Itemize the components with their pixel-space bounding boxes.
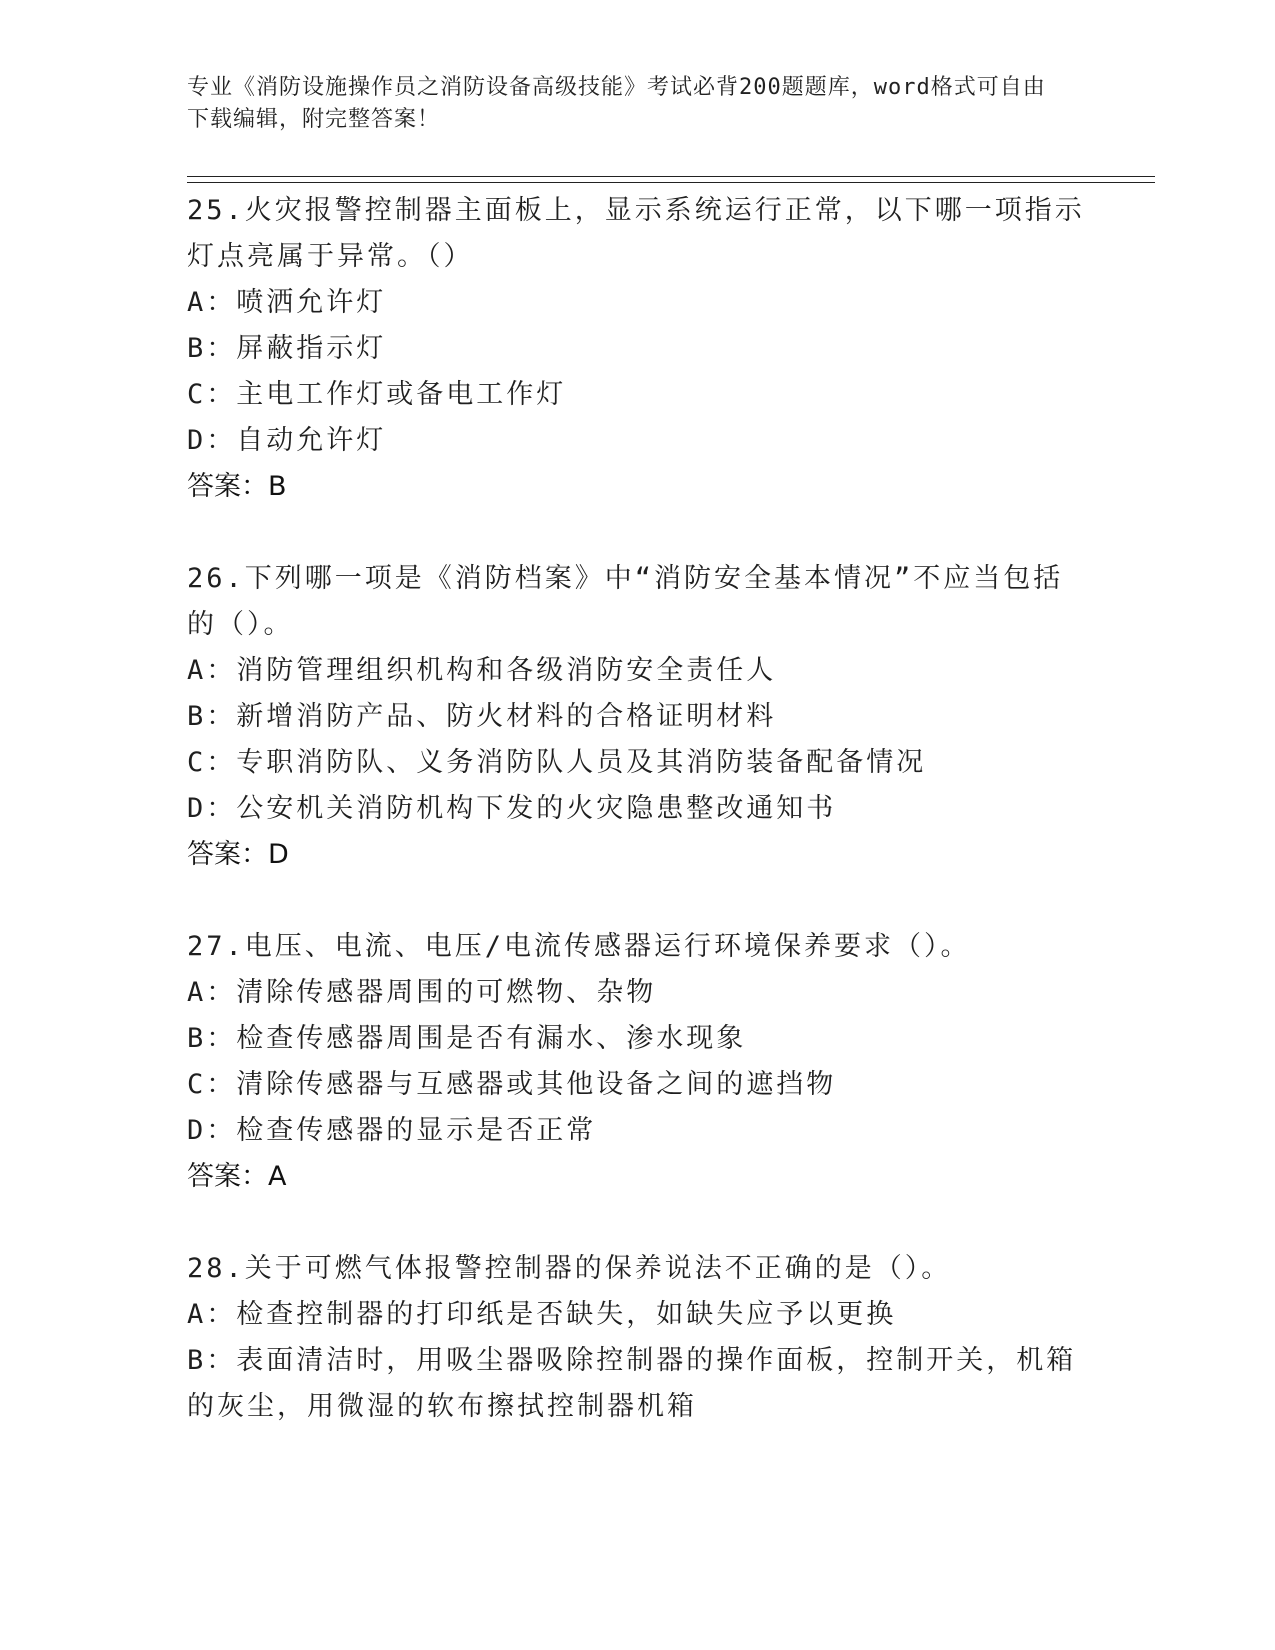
option-a: A：清除传感器周围的可燃物、杂物 <box>187 977 657 1008</box>
option-d: D：检查传感器的显示是否正常 <box>187 1115 597 1146</box>
option-c: C：专职消防队、义务消防队人员及其消防装备配备情况 <box>187 747 927 778</box>
option-b: B：检查传感器周围是否有漏水、渗水现象 <box>187 1023 747 1054</box>
header-divider-line <box>187 176 1155 177</box>
option-b: B：屏蔽指示灯 <box>187 333 387 364</box>
header-divider-line-secondary <box>187 182 1155 183</box>
option-a: A：检查控制器的打印纸是否缺失，如缺失应予以更换 <box>187 1299 897 1330</box>
question-26 <box>187 556 1087 878</box>
answer-line: 答案：D <box>187 839 289 870</box>
option-c: C：主电工作灯或备电工作灯 <box>187 379 567 410</box>
question-27 <box>187 924 1087 1200</box>
question-stem: 25.火灾报警控制器主面板上，显示系统运行正常，以下哪一项指示灯点亮属于异常。（） <box>187 195 1085 272</box>
question-28 <box>187 1246 1087 1430</box>
question-stem: 27.电压、电流、电压/电流传感器运行环境保养要求（）。 <box>187 931 971 962</box>
question-stem: 28.关于可燃气体报警控制器的保养说法不正确的是（）。 <box>187 1253 952 1284</box>
option-b: B：表面清洁时，用吸尘器吸除控制器的操作面板，控制开关，机箱的灰尘，用微湿的软布擦拭控制器机箱 <box>187 1345 1077 1422</box>
option-d: D：自动允许灯 <box>187 425 387 456</box>
question-stem: 26.下列哪一项是《消防档案》中“消防安全基本情况”不应当包括的（）。 <box>187 563 1064 640</box>
option-b: B：新增消防产品、防火材料的合格证明材料 <box>187 701 777 732</box>
option-d: D：公安机关消防机构下发的火灾隐患整改通知书 <box>187 793 837 824</box>
option-c: C：清除传感器与互感器或其他设备之间的遮挡物 <box>187 1069 837 1100</box>
option-a: A：消防管理组织机构和各级消防安全责任人 <box>187 655 777 686</box>
question-25 <box>187 188 1087 510</box>
answer-line: 答案：A <box>187 1161 287 1192</box>
answer-line: 答案：B <box>187 471 287 502</box>
question-list <box>187 188 1087 1476</box>
header-note: 专业《消防设施操作员之消防设备高级技能》考试必背200题题库，word格式可自由下载编辑，附完整答案！ <box>187 75 1046 132</box>
option-a: A：喷洒允许灯 <box>187 287 387 318</box>
